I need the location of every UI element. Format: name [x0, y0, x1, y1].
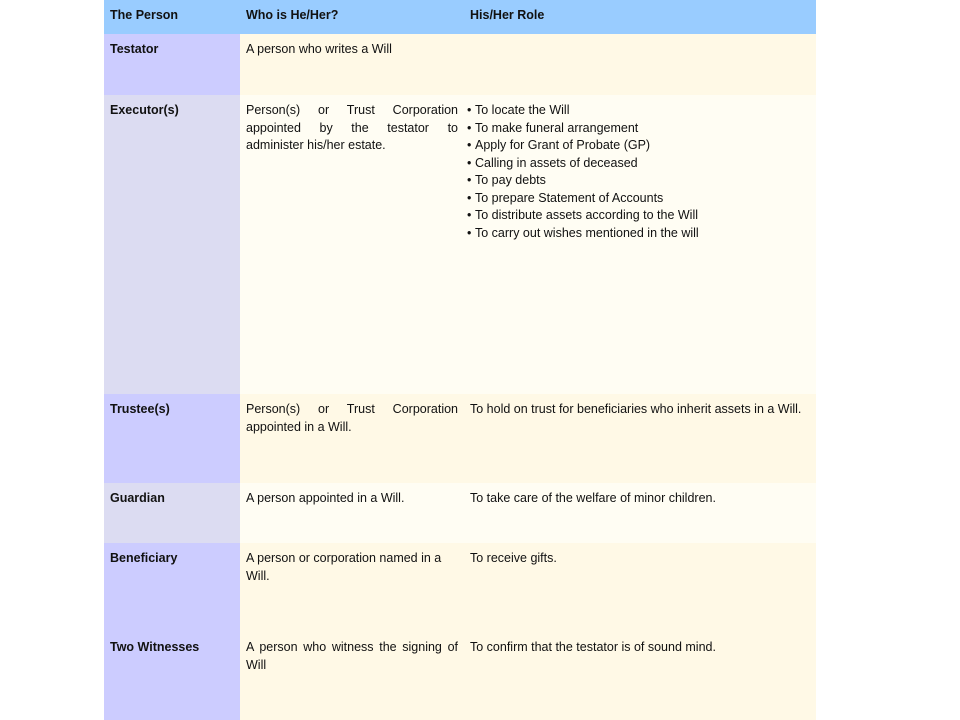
row-role — [464, 34, 816, 95]
row-role: To confirm that the testator is of sound mind. — [464, 632, 816, 720]
list-item: • To locate the Will — [470, 102, 810, 120]
executor-duties-list — [470, 102, 810, 242]
list-item: • To carry out wishes mentioned in the will — [470, 225, 810, 243]
row-person: Executor(s) — [104, 95, 240, 394]
row-role: To hold on trust for beneficiaries who inherit assets in a Will. — [464, 394, 816, 483]
table-header-row — [104, 0, 816, 34]
row-person: Trustee(s) — [104, 394, 240, 483]
header-person: The Person — [104, 0, 240, 34]
roles-table-container — [104, 0, 816, 720]
row-person: Testator — [104, 34, 240, 95]
row-who: A person appointed in a Will. — [240, 483, 464, 543]
list-item: • To prepare Statement of Accounts — [470, 190, 810, 208]
row-role: To receive gifts. — [464, 543, 816, 632]
table-row-beneficiary — [104, 543, 816, 632]
table-row-guardian — [104, 483, 816, 543]
header-role: His/Her Role — [464, 0, 816, 34]
list-item: • To distribute assets according to the Will — [470, 207, 810, 225]
row-who: Person(s) or Trust Corporation appointed in a Will. — [240, 394, 464, 483]
row-person: Beneficiary — [104, 543, 240, 632]
row-who: A person who witness the signing of Will — [240, 632, 464, 720]
row-who: A person who writes a Will — [240, 34, 464, 95]
row-who: Person(s) or Trust Corporation appointed by the testator to administer his/her estate. — [240, 95, 464, 394]
row-person: Two Witnesses — [104, 632, 240, 720]
list-item: • Apply for Grant of Probate (GP) — [470, 137, 810, 155]
table-row-testator — [104, 34, 816, 95]
table-row-executor — [104, 95, 816, 394]
row-who: A person or corporation named in a Will. — [240, 543, 464, 632]
roles-table — [104, 0, 816, 720]
list-item: • Calling in assets of deceased — [470, 155, 810, 173]
header-who: Who is He/Her? — [240, 0, 464, 34]
row-role — [464, 95, 816, 394]
row-person: Guardian — [104, 483, 240, 543]
list-item: • To pay debts — [470, 172, 810, 190]
list-item: • To make funeral arrangement — [470, 120, 810, 138]
row-role: To take care of the welfare of minor children. — [464, 483, 816, 543]
table-row-witnesses — [104, 632, 816, 720]
table-row-trustee — [104, 394, 816, 483]
